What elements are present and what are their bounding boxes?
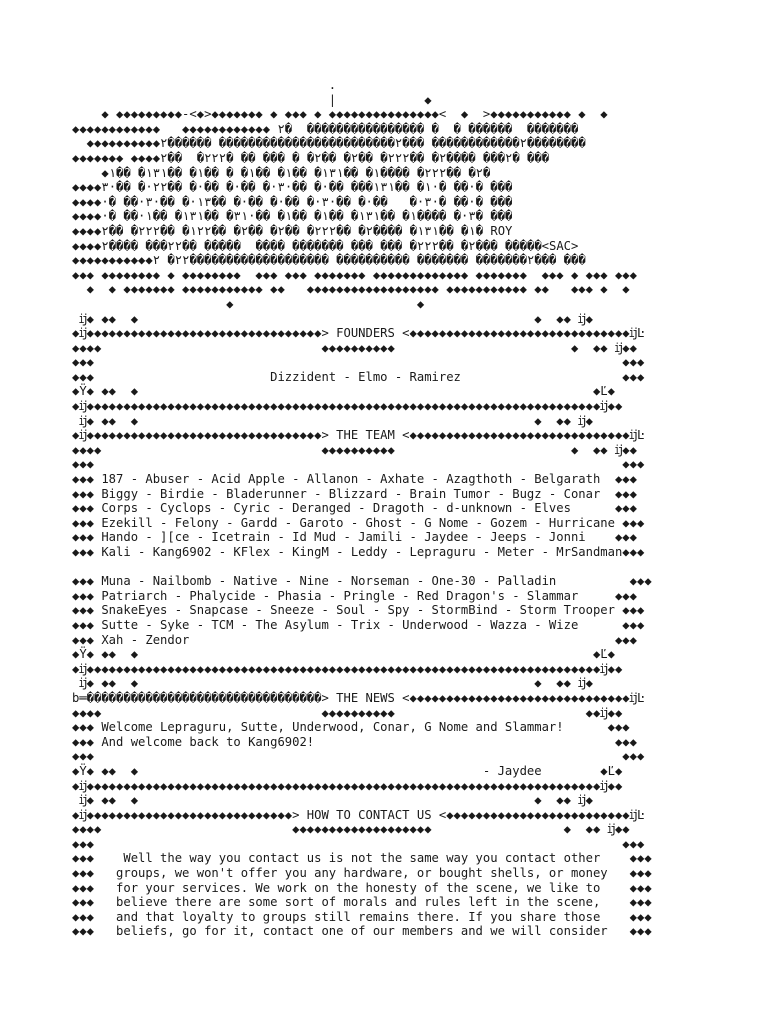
team-section [72,414,762,677]
section-border: ĳ◆ ◆◆ ◆ ◆ ◆◆ ĳ◆ [72,793,593,808]
team-members-line: ◆◆◆ 187 - Abuser - Acid Apple - Allanon - Axhate - Azagthoth - Belgarath ◆◆◆ [72,472,637,487]
team-members-line: ◆◆◆ Xah - Zendor ◆◆◆ [72,632,637,647]
section-border: ĳ◆ ◆◆ ◆ ◆ ◆◆ ĳ◆ [72,413,593,428]
contact-text: ◆◆◆ groups, we won't offer you any hardware, or bought shells, or money ◆◆◆ [72,866,652,881]
logo-line: ◆ ◆ [72,296,425,311]
logo-line: ◆◆◆ ◆◆◆◆◆◆◆◆ ◆ ◆◆◆◆◆◆◆◆ ◆◆◆ ◆◆◆ ◆◆◆◆◆◆◆ ◆◆◆◆◆◆◆◆◆◆◆◆◆ ◆◆◆◆◆◆◆ ◆◆◆ ◆ ◆◆◆ ◆◆◆ [72,267,637,282]
section-line: ◆◆◆ ◆◆◆ [72,749,645,764]
founders-names: ◆◆◆ Dizzident - Elmo - Ramirez ◆◆◆ [72,369,645,384]
founders-section [72,312,762,414]
section-border: ◆◆◆◆ ◆◆◆◆◆◆◆◆◆◆ ◆◆ĳ◆◆ [72,705,623,720]
news-text: ◆◆◆ And welcome back to Kang6902! ◆◆◆ [72,734,637,749]
logo-line: ◆◆◆◆◆◆◆◆◆◆◆٢������� ������� ���������� �������������������٢٢� ٢��� ��� [72,253,586,268]
document-page [72,78,762,939]
logo-line: ◆◆◆◆·� ��·٣·� ��·� ��·٣·� ��·� ��·� ��١٣·� ��·٣·� ��·� ��� [72,194,513,209]
team-heading: ◆ĳ◆◆◆◆◆◆◆◆◆◆◆◆◆◆◆◆◆◆◆◆◆◆◆◆◆◆◆◆◆◆◆◆> THE TEAM <◆◆◆◆◆◆◆◆◆◆◆◆◆◆◆◆◆◆◆◆◆◆◆◆◆◆◆◆◆◆ĳĿ [72,428,645,443]
news-section [72,676,762,793]
team-members-line: ◆◆◆ Patriarch - Phalycide - Phasia - Pringle - Red Dragon's - Slammar ◆◆◆ [72,588,637,603]
logo-line: ◆◆◆◆١� ��١٣١� ����٢� ��٢٢٢� ��٢� ��٢� ��١٢٢� ��٢٢٢� ��٢� ROY [72,223,513,238]
section-border: ĳ◆ ◆◆ ◆ ◆ ◆◆ ĳ◆ [72,311,593,326]
section-border: ◆ĳ◆◆◆◆◆◆◆◆◆◆◆◆◆◆◆◆◆◆◆◆◆◆◆◆◆◆◆◆◆◆◆◆◆◆◆◆◆◆◆◆◆◆◆◆◆◆◆◆◆◆◆◆◆◆◆◆◆◆◆◆◆◆◆◆◆◆◆◆◆◆ĳ◆◆ [72,778,623,793]
logo-line: ◆◆◆◆◆◆◆◆◆◆◆◆ ◆◆◆◆◆◆◆◆◆◆◆◆ ٢� ���������������� � � ������ ������� [72,121,579,136]
section-border: ◆ĳ◆◆◆◆◆◆◆◆◆◆◆◆◆◆◆◆◆◆◆◆◆◆◆◆◆◆◆◆◆◆◆◆◆◆◆◆◆◆◆◆◆◆◆◆◆◆◆◆◆◆◆◆◆◆◆◆◆◆◆◆◆◆◆◆◆◆◆◆◆◆ĳ◆◆ [72,661,623,676]
news-heading: b═��������������������������������> THE NEWS <◆◆◆◆◆◆◆◆◆◆◆◆◆◆◆◆◆◆◆◆◆◆◆◆◆◆◆◆◆◆ĳĿ [72,690,645,705]
logo-line: ◆◆◆◆٢� ��٢٢٢� ��� ��� ������� ���� ����� ��٢٢��� ����٢��� �����<SAC> [72,238,579,253]
logo-line: ◆◆◆◆·� ��·٣·� ����١� ��١٣١� ��١� ��١� ��·٣١� ��١٣١� ��١� ��� [72,209,513,224]
section-line: ◆◆◆ ◆◆◆ [72,355,645,370]
logo-art [72,78,762,312]
contact-heading: ◆ĳ◆◆◆◆◆◆◆◆◆◆◆◆◆◆◆◆◆◆◆◆◆◆◆◆◆◆◆◆> HOW TO CONTACT US <◆◆◆◆◆◆◆◆◆◆◆◆◆◆◆◆◆◆◆◆◆◆◆◆◆ĳĿ [72,807,645,822]
logo-line: ◆◆◆◆١� ��١٣١��� ��·� ��·٣·� ��·� ��·� ��٢٢·� ��·٣·� ��·� ��� [72,180,513,195]
contact-section [72,793,762,939]
team-members-line: ◆◆◆ Hando - ][ce - Icetrain - Id Mud - Jamili - Jaydee - Jeeps - Jonni ◆◆◆ [72,530,637,545]
section-border: ◆◆◆◆ ◆◆◆◆◆◆◆◆◆◆◆◆◆◆◆◆◆◆◆ ◆ ◆◆ ĳ◆◆ [72,822,630,837]
news-signature: ◆Ÿ◆ ◆◆ ◆ - Jaydee ◆Ľ◆ [72,763,623,778]
section-line: ◆◆◆ ◆◆◆ [72,836,645,851]
logo-line: ◆ ◆◆◆◆◆◆◆◆◆-<◆>◆◆◆◆◆◆◆ ◆ ◆◆◆ ◆ ◆◆◆◆◆◆◆◆◆◆◆◆◆◆◆< ◆ >◆◆◆◆◆◆◆◆◆◆◆ ◆ ◆ [72,107,608,122]
section-line: ◆◆◆ ◆◆◆ [72,457,645,472]
logo-line: ◆◆◆◆◆◆◆ ◆◆◆◆٢��� ����٢� ��٢٢٢� ��٢� ��٢� � ��� �� �٢٢٢� ��٢� ��� [72,150,550,165]
contact-text: ◆◆◆ beliefs, go for it, contact one of our members and we will consider ◆◆◆ [72,924,652,939]
team-members-line: ◆◆◆ Kali - Kang6902 - KFlex - KingM - Leddy - Lepraguru - Meter - MrSandman◆◆◆ [72,545,645,559]
logo-line: ◆◆◆◆◆◆◆◆◆◆٢������������ ���٢������������������������ ������٢�������� [72,136,586,151]
section-border: ◆ĳ◆◆◆◆◆◆◆◆◆◆◆◆◆◆◆◆◆◆◆◆◆◆◆◆◆◆◆◆◆◆◆◆◆◆◆◆◆◆◆◆◆◆◆◆◆◆◆◆◆◆◆◆◆◆◆◆◆◆◆◆◆◆◆◆◆◆◆◆◆◆ĳ◆◆ [72,399,623,414]
team-members-line: ◆◆◆ Muna - Nailbomb - Native - Nine - Norseman - One-30 - Palladin ◆◆◆ [72,574,652,589]
contact-text: ◆◆◆ for your services. We work on the honesty of the scene, we like to ◆◆◆ [72,880,652,895]
founders-heading: ◆ĳ◆◆◆◆◆◆◆◆◆◆◆◆◆◆◆◆◆◆◆◆◆◆◆◆◆◆◆◆◆◆◆◆> FOUNDERS <◆◆◆◆◆◆◆◆◆◆◆◆◆◆◆◆◆◆◆◆◆◆◆◆◆◆◆◆◆◆ĳĿ [72,326,645,341]
blank-line [72,560,762,575]
logo-line: . [72,78,337,92]
news-text: ◆◆◆ Welcome Lepraguru, Sutte, Underwood, Conar, G Nome and Slammar! ◆◆◆ [72,720,630,735]
section-border: ◆Ÿ◆ ◆◆ ◆ ◆Ľ◆ [72,384,615,399]
contact-text: ◆◆◆ believe there are some sort of morals and rules left in the scene, ◆◆◆ [72,895,652,910]
section-border: ◆◆◆◆ ◆◆◆◆◆◆◆◆◆◆ ◆ ◆◆ ĳ◆◆ [72,340,637,355]
team-members-line: ◆◆◆ Sutte - Syke - TCM - The Asylum - Trix - Underwood - Wazza - Wize ◆◆◆ [72,617,645,632]
section-border: ◆Ÿ◆ ◆◆ ◆ ◆Ľ◆ [72,647,615,662]
logo-line: ◆٢� ��٢٢٢� ����١� ��١٣١� ��١� ��١� � ��١� ��١٣١� ��١� [72,165,491,180]
section-border: ĳ◆ ◆◆ ◆ ◆ ◆◆ ĳ◆ [72,676,593,691]
team-members-line: ◆◆◆ Biggy - Birdie - Bladerunner - Blizzard - Brain Tumor - Bugz - Conar ◆◆◆ [72,486,637,501]
contact-text: ◆◆◆ and that loyalty to groups still remains there. If you share those ◆◆◆ [72,909,652,924]
logo-line: | ◆ [72,92,432,107]
section-border: ◆◆◆◆ ◆◆◆◆◆◆◆◆◆◆ ◆ ◆◆ ĳ◆◆ [72,442,637,457]
contact-text: ◆◆◆ Well the way you contact us is not the same way you contact other ◆◆◆ [72,851,652,866]
team-members-line: ◆◆◆ Corps - Cyclops - Cyric - Deranged - Dragoth - d-unknown - Elves ◆◆◆ [72,501,637,516]
logo-line: ◆ ◆ ◆◆◆◆◆◆◆ ◆◆◆◆◆◆◆◆◆◆◆ ◆◆ ◆◆◆◆◆◆◆◆◆◆◆◆◆◆◆◆◆◆ ◆◆◆◆◆◆◆◆◆◆◆ ◆◆ ◆◆◆ ◆ ◆ [72,282,630,297]
team-members-line: ◆◆◆ Ezekill - Felony - Gardd - Garoto - Ghost - G Nome - Gozem - Hurricane ◆◆◆ [72,515,645,530]
team-members-line: ◆◆◆ SnakeEyes - Snapcase - Sneeze - Soul - Spy - StormBind - Storm Trooper ◆◆◆ [72,603,645,618]
